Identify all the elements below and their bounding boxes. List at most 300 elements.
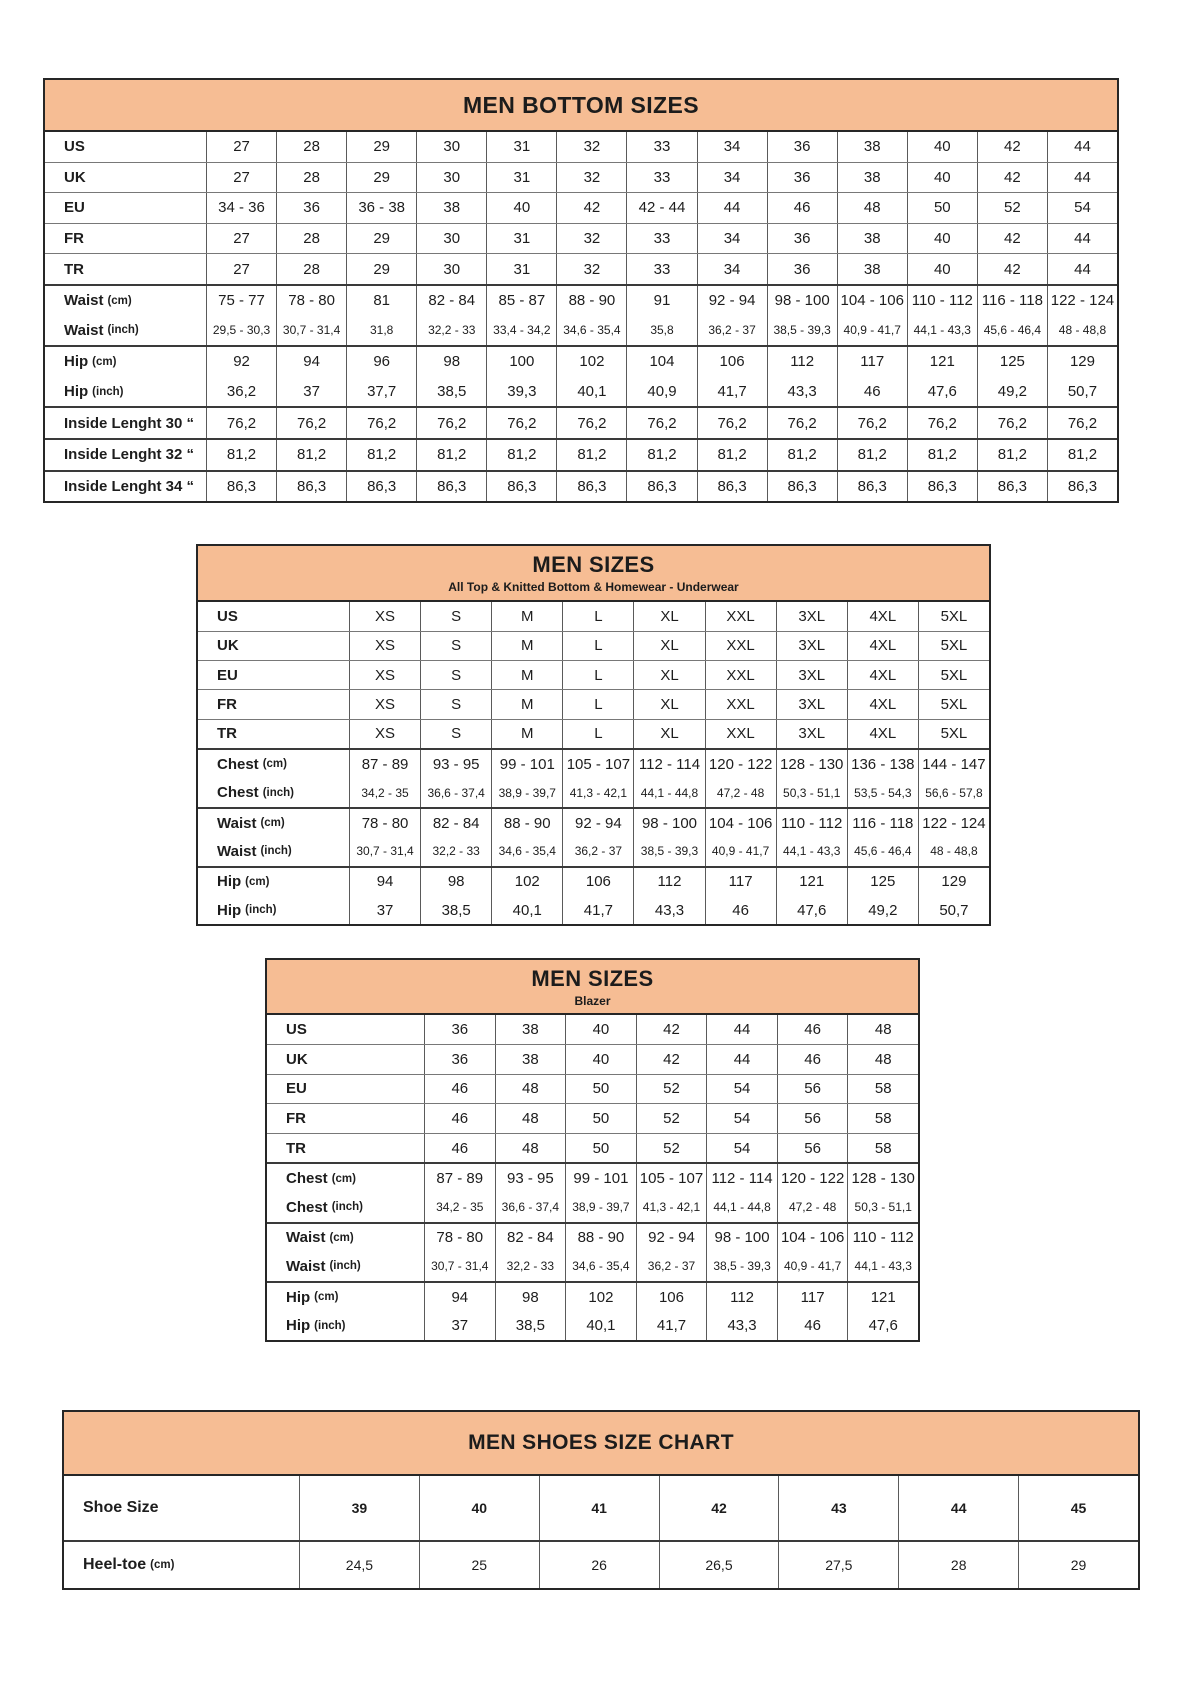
table-cell: 44,1 - 43,3 (776, 837, 847, 865)
row-label-text: Inside Lenght 30 “ (64, 414, 195, 432)
table-cell: 49,2 (847, 896, 918, 924)
row-label-unit: (inch) (107, 324, 139, 337)
table-cell: 38,5 - 39,3 (633, 837, 704, 865)
table-cell: M (491, 602, 562, 630)
row-label (64, 1476, 299, 1540)
row-label-text: EU (64, 199, 85, 217)
table-section (267, 1015, 918, 1162)
table-cell: 88 - 90 (565, 1224, 636, 1253)
table-section (64, 1540, 1138, 1588)
table-cell: 46 (424, 1104, 495, 1133)
table-cell: 46 (777, 1311, 848, 1340)
table-cell: 40,1 (491, 896, 562, 924)
row-label-text: Chest (217, 784, 259, 802)
table-cell: 47,6 (847, 1311, 918, 1340)
table-row (45, 472, 1117, 502)
table-cell: 34,6 - 35,4 (556, 316, 626, 346)
table-cell: 52 (636, 1104, 707, 1133)
table-cell: 34,2 - 35 (424, 1193, 495, 1222)
table-cell: 36 (767, 224, 837, 254)
table-cell: 42 (636, 1045, 707, 1074)
row-label (45, 132, 206, 162)
table-cell: 32 (556, 224, 626, 254)
row-label-text: Waist (217, 842, 257, 860)
table-cell: 78 - 80 (276, 286, 346, 316)
row-label (267, 1104, 424, 1133)
row-label-unit: (inch) (260, 845, 292, 858)
table-cell: 38,9 - 39,7 (565, 1193, 636, 1222)
table-cell: 34 (697, 132, 767, 162)
table-cell: 4XL (847, 661, 918, 689)
table-cell: 125 (847, 868, 918, 896)
table-cell: 34 (697, 224, 767, 254)
table-cell: 81,2 (697, 440, 767, 470)
table-row (267, 1252, 918, 1281)
table-cell: 94 (349, 868, 420, 896)
table-cell: 76,2 (837, 408, 907, 438)
row-label (198, 632, 349, 660)
table-cell: M (491, 661, 562, 689)
table-cell: 117 (705, 868, 776, 896)
table-cell: 129 (918, 868, 989, 896)
table-cell: 45,6 - 46,4 (977, 316, 1047, 346)
table-cell: 86,3 (767, 472, 837, 502)
row-label-unit: (cm) (314, 1291, 339, 1304)
table-cell: 122 - 124 (918, 809, 989, 837)
table-cell: 41,3 - 42,1 (562, 778, 633, 806)
table-cell: 33 (626, 224, 696, 254)
table-cell: 36 (424, 1045, 495, 1074)
table-cell: 88 - 90 (491, 809, 562, 837)
table-cell: 27 (206, 132, 276, 162)
table-section (45, 470, 1117, 502)
row-label-text: Hip (286, 1288, 311, 1306)
table-row (267, 1224, 918, 1253)
table-cell: 28 (898, 1542, 1018, 1588)
table-cell: 92 - 94 (562, 809, 633, 837)
table-cell: 129 (1047, 347, 1117, 377)
table-cell: 44 (1047, 254, 1117, 284)
row-label (198, 896, 349, 924)
table-cell: 38 (837, 132, 907, 162)
table-cell: 121 (847, 1283, 918, 1312)
table-cell: 92 - 94 (636, 1224, 707, 1253)
table-cell: 81,2 (767, 440, 837, 470)
table-cell: 47,2 - 48 (777, 1193, 848, 1222)
row-label-unit: (inch) (245, 904, 277, 917)
row-label (45, 347, 206, 377)
table-cell: 41,3 - 42,1 (636, 1193, 707, 1222)
row-label-text: EU (217, 666, 238, 684)
table-row (267, 1015, 918, 1044)
table-cell: 100 (486, 347, 556, 377)
table-cell: 32,2 - 33 (416, 316, 486, 346)
table-cell: 38,5 - 39,3 (706, 1252, 777, 1281)
table-body (267, 1015, 918, 1340)
table-cell: 28 (276, 224, 346, 254)
table-cell: 30 (416, 132, 486, 162)
table-cell: 86,3 (556, 472, 626, 502)
row-label-text: Waist (217, 814, 257, 832)
table-men-bottom-sizes (43, 78, 1119, 503)
row-label-unit: (inch) (262, 786, 294, 799)
row-label (198, 720, 349, 748)
table-cell: 48 (847, 1015, 918, 1044)
row-label-text: Hip (64, 383, 89, 401)
table-cell: 28 (276, 163, 346, 193)
table-cell: 50,7 (918, 896, 989, 924)
table-cell: XXL (705, 690, 776, 718)
table-section (267, 1162, 918, 1221)
table-cell: 3XL (776, 661, 847, 689)
table-cell: 50 (565, 1134, 636, 1163)
table-cell: 26 (539, 1542, 659, 1588)
row-label-text: Waist (286, 1257, 326, 1275)
table-row (267, 1311, 918, 1340)
table-row (267, 1103, 918, 1133)
row-label (267, 1193, 424, 1222)
table-row (45, 347, 1117, 377)
table-cell: 125 (977, 347, 1047, 377)
table-cell: 36 (767, 163, 837, 193)
table-cell: 43,3 (633, 896, 704, 924)
table-cell: 48 - 48,8 (1047, 316, 1117, 346)
table-cell: 56 (777, 1075, 848, 1104)
table-cell: 54 (706, 1075, 777, 1104)
table-cell: 38 (837, 254, 907, 284)
table-cell: 36,2 - 37 (562, 837, 633, 865)
table-section (198, 866, 989, 925)
row-label (267, 1283, 424, 1312)
table-cell: 4XL (847, 602, 918, 630)
table-cell: 128 - 130 (776, 750, 847, 778)
table-cell: 98 - 100 (633, 809, 704, 837)
row-label-unit: (inch) (331, 1201, 363, 1214)
row-label-unit: (cm) (260, 817, 285, 830)
table-cell: 81,2 (977, 440, 1047, 470)
table-cell: L (562, 720, 633, 748)
table-cell: 105 - 107 (562, 750, 633, 778)
table-cell: 86,3 (977, 472, 1047, 502)
table-cell: 50,3 - 51,1 (776, 778, 847, 806)
table-section (198, 748, 989, 807)
table-cell: 40 (565, 1015, 636, 1044)
table-cell: XXL (705, 720, 776, 748)
table-row (45, 253, 1117, 284)
table-cell: L (562, 690, 633, 718)
row-label-unit: (cm) (92, 355, 117, 368)
table-cell: 122 - 124 (1047, 286, 1117, 316)
table-cell: 42 (659, 1476, 779, 1540)
table-cell: 56 (777, 1134, 848, 1163)
row-label (198, 837, 349, 865)
row-label-text: EU (286, 1080, 307, 1098)
table-cell: 48 - 48,8 (918, 837, 989, 865)
table-cell: 76,2 (486, 408, 556, 438)
table-cell: 106 (636, 1283, 707, 1312)
table-cell: 45 (1018, 1476, 1138, 1540)
table-cell: 106 (562, 868, 633, 896)
table-cell: 102 (491, 868, 562, 896)
row-label (198, 690, 349, 718)
table-cell: 56 (777, 1104, 848, 1133)
table-cell: S (420, 690, 491, 718)
table-cell: 105 - 107 (636, 1164, 707, 1193)
table-cell: 44 (1047, 132, 1117, 162)
table-cell: 34 (697, 254, 767, 284)
table-cell: 33 (626, 163, 696, 193)
table-cell: 75 - 77 (206, 286, 276, 316)
table-row (267, 1193, 918, 1222)
table-cell: 86,3 (626, 472, 696, 502)
table-cell: M (491, 690, 562, 718)
row-label-unit: (cm) (331, 1172, 356, 1185)
table-cell: 144 - 147 (918, 750, 989, 778)
table-cell: 36,2 - 37 (636, 1252, 707, 1281)
table-cell: 40,1 (565, 1311, 636, 1340)
table-title: MEN SHOES SIZE CHART (468, 1430, 734, 1454)
table-cell: 3XL (776, 690, 847, 718)
table-cell: 98 - 100 (767, 286, 837, 316)
table-cell: 76,2 (697, 408, 767, 438)
table-section (198, 807, 989, 866)
table-cell: 47,6 (776, 896, 847, 924)
table-row (198, 896, 989, 924)
table-cell: 40,1 (556, 377, 626, 407)
table-cell: 102 (565, 1283, 636, 1312)
table-cell: 36 (767, 254, 837, 284)
table-cell: 110 - 112 (907, 286, 977, 316)
table-cell: 136 - 138 (847, 750, 918, 778)
table-cell: 4XL (847, 720, 918, 748)
table-cell: 50,7 (1047, 377, 1117, 407)
row-label (45, 472, 206, 502)
table-cell: 58 (847, 1075, 918, 1104)
table-cell: 81,2 (556, 440, 626, 470)
table-section (267, 1222, 918, 1281)
table-cell: 40 (907, 163, 977, 193)
row-label-text: Hip (64, 353, 89, 371)
row-label-text: Hip (217, 873, 242, 891)
table-cell: 99 - 101 (491, 750, 562, 778)
table-cell: 29 (346, 132, 416, 162)
row-label-text: Waist (64, 292, 104, 310)
table-cell: S (420, 720, 491, 748)
table-cell: 41,7 (636, 1311, 707, 1340)
table-cell: 76,2 (556, 408, 626, 438)
table-cell: 5XL (918, 661, 989, 689)
table-cell: 40,9 (626, 377, 696, 407)
table-cell: 5XL (918, 690, 989, 718)
table-cell: 78 - 80 (349, 809, 420, 837)
table-cell: 128 - 130 (847, 1164, 918, 1193)
table-header (267, 960, 918, 1015)
table-cell: 48 (847, 1045, 918, 1074)
table-cell: 92 (206, 347, 276, 377)
table-cell: 38,5 (416, 377, 486, 407)
table-cell: 34,6 - 35,4 (565, 1252, 636, 1281)
table-cell: 91 (626, 286, 696, 316)
table-cell: 96 (346, 347, 416, 377)
table-cell: 48 (495, 1134, 566, 1163)
row-label-text: Inside Lenght 32 “ (64, 446, 195, 464)
table-cell: 36 (424, 1015, 495, 1044)
table-cell: 98 - 100 (706, 1224, 777, 1253)
table-cell: 54 (1047, 193, 1117, 223)
row-label (198, 809, 349, 837)
table-cell: 33 (626, 132, 696, 162)
table-cell: 44,1 - 43,3 (847, 1252, 918, 1281)
table-cell: 36,6 - 37,4 (495, 1193, 566, 1222)
table-cell: 46 (777, 1015, 848, 1044)
table-cell: 94 (424, 1283, 495, 1312)
table-cell: 38,5 - 39,3 (767, 316, 837, 346)
table-cell: 112 (767, 347, 837, 377)
table-cell: 41 (539, 1476, 659, 1540)
table-header (198, 546, 989, 602)
table-cell: 87 - 89 (349, 750, 420, 778)
table-cell: 31,8 (346, 316, 416, 346)
table-cell: 117 (837, 347, 907, 377)
table-row (45, 132, 1117, 162)
table-cell: 38,5 (495, 1311, 566, 1340)
table-cell: XL (633, 602, 704, 630)
table-cell: 94 (276, 347, 346, 377)
table-cell: 81,2 (1047, 440, 1117, 470)
table-header (45, 80, 1117, 132)
row-label (45, 440, 206, 470)
table-row (198, 719, 989, 748)
table-cell: 104 (626, 347, 696, 377)
table-cell: 41,7 (697, 377, 767, 407)
row-label (45, 254, 206, 284)
table-cell: 32,2 - 33 (495, 1252, 566, 1281)
table-row (198, 660, 989, 689)
table-cell: 44,1 - 43,3 (907, 316, 977, 346)
table-cell: L (562, 661, 633, 689)
table-cell: 34,6 - 35,4 (491, 837, 562, 865)
table-title: MEN BOTTOM SIZES (463, 91, 699, 118)
table-cell: S (420, 602, 491, 630)
table-cell: 112 (706, 1283, 777, 1312)
table-cell: 82 - 84 (495, 1224, 566, 1253)
table-cell: 40 (907, 254, 977, 284)
table-cell: 40 (565, 1045, 636, 1074)
row-label-unit: (inch) (314, 1319, 346, 1332)
row-label-unit: (cm) (245, 875, 270, 888)
row-label-unit: (cm) (150, 1558, 175, 1571)
table-row (198, 689, 989, 718)
table-cell: 86,3 (837, 472, 907, 502)
size-chart-page (0, 78, 1200, 1590)
table-cell: 5XL (918, 632, 989, 660)
table-cell: 37 (424, 1311, 495, 1340)
table-cell: 42 (977, 254, 1047, 284)
table-cell: S (420, 632, 491, 660)
table-cell: M (491, 720, 562, 748)
table-cell: 46 (705, 896, 776, 924)
table-cell: 28 (276, 132, 346, 162)
table-cell: 44,1 - 44,8 (706, 1193, 777, 1222)
row-label (198, 602, 349, 630)
table-cell: 38 (495, 1045, 566, 1074)
table-cell: 39,3 (486, 377, 556, 407)
table-cell: 87 - 89 (424, 1164, 495, 1193)
row-label-text: US (217, 607, 238, 625)
table-cell: 58 (847, 1104, 918, 1133)
row-label-text: FR (286, 1110, 306, 1127)
table-cell: 27 (206, 224, 276, 254)
table-row (45, 408, 1117, 438)
table-cell: XL (633, 690, 704, 718)
row-label-unit: (cm) (107, 294, 132, 307)
table-cell: 40 (419, 1476, 539, 1540)
table-cell: 40,9 - 41,7 (777, 1252, 848, 1281)
table-cell: 43,3 (767, 377, 837, 407)
row-label-unit: (cm) (329, 1231, 354, 1244)
table-cell: 112 - 114 (706, 1164, 777, 1193)
row-label-unit: (inch) (92, 385, 124, 398)
table-cell: 99 - 101 (565, 1164, 636, 1193)
table-cell: 36,6 - 37,4 (420, 778, 491, 806)
table-cell: 30 (416, 254, 486, 284)
table-cell: 52 (977, 193, 1047, 223)
table-cell: 110 - 112 (847, 1224, 918, 1253)
table-section (45, 132, 1117, 284)
row-label (267, 1311, 424, 1340)
row-label (45, 377, 206, 407)
table-cell: 4XL (847, 690, 918, 718)
table-row (45, 377, 1117, 407)
table-cell: 78 - 80 (424, 1224, 495, 1253)
table-men-sizes-blazer (265, 958, 920, 1342)
table-cell: 38 (495, 1015, 566, 1044)
table-cell: 38,5 (420, 896, 491, 924)
table-cell: 56,6 - 57,8 (918, 778, 989, 806)
row-label (64, 1542, 299, 1588)
table-cell: 3XL (776, 602, 847, 630)
table-cell: 81,2 (346, 440, 416, 470)
table-body (64, 1476, 1138, 1588)
table-cell: 86,3 (416, 472, 486, 502)
table-cell: 4XL (847, 632, 918, 660)
table-cell: 48 (495, 1075, 566, 1104)
table-cell: 40,9 - 41,7 (837, 316, 907, 346)
table-cell: 36 (276, 193, 346, 223)
table-subtitle: All Top & Knitted Bottom & Homewear - Underwear (448, 580, 739, 595)
table-cell: 76,2 (907, 408, 977, 438)
table-cell: 32,2 - 33 (420, 837, 491, 865)
table-cell: 76,2 (416, 408, 486, 438)
table-cell: 5XL (918, 720, 989, 748)
table-section (267, 1281, 918, 1340)
row-label-text: Chest (286, 1170, 328, 1188)
table-cell: 40 (907, 224, 977, 254)
table-cell: 25 (419, 1542, 539, 1588)
table-cell: 110 - 112 (776, 809, 847, 837)
table-cell: 40 (907, 132, 977, 162)
table-cell: 102 (556, 347, 626, 377)
table-cell: 33,4 - 34,2 (486, 316, 556, 346)
table-cell: 41,7 (562, 896, 633, 924)
table-cell: 106 (697, 347, 767, 377)
table-cell: 104 - 106 (705, 809, 776, 837)
table-title: MEN SIZES (531, 965, 654, 991)
table-row (45, 162, 1117, 193)
table-row (198, 778, 989, 806)
row-label (198, 778, 349, 806)
table-cell: 28 (276, 254, 346, 284)
